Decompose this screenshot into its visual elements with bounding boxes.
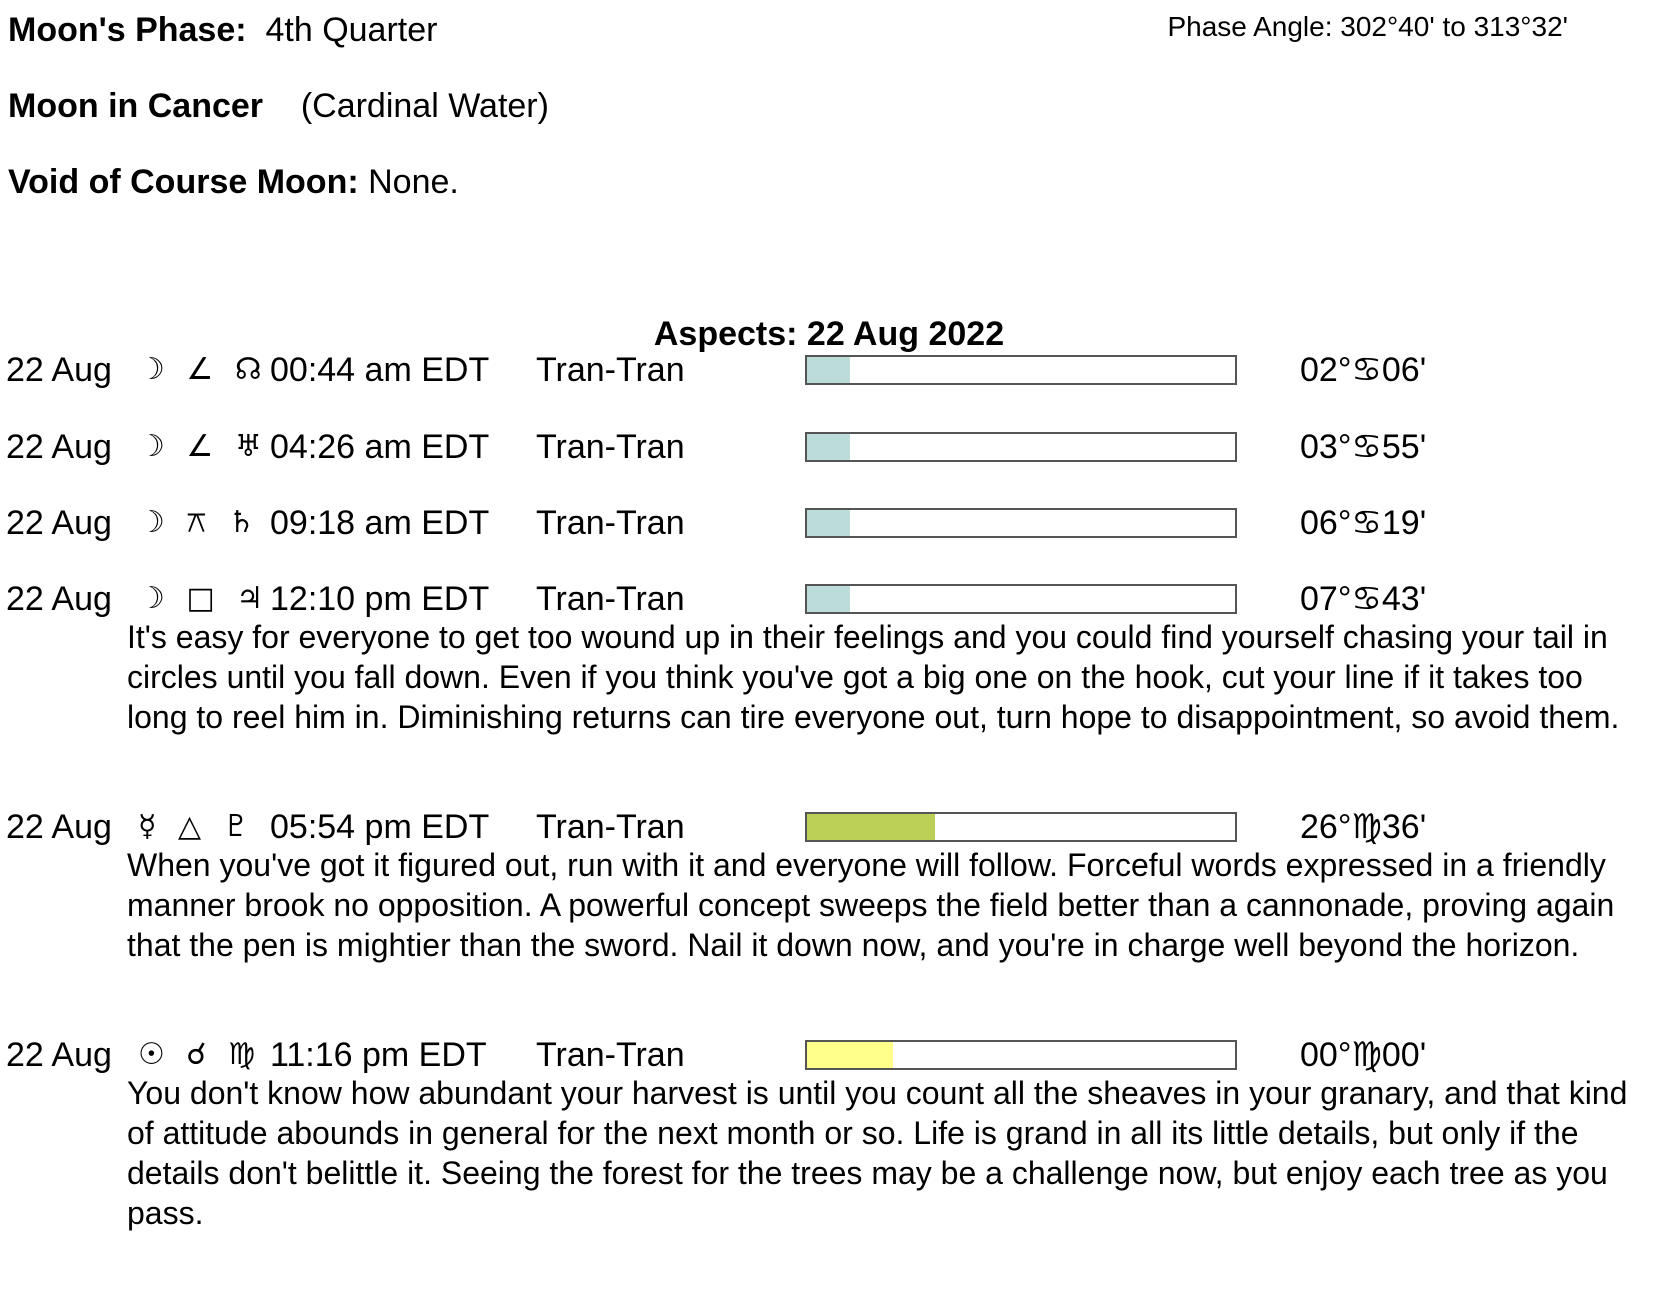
moon-phase-label: Moon's Phase: <box>8 11 247 49</box>
aspect-description: It's easy for everyone to get too wound up in their feelings and you could find yourself chasing your tail in circles until you fall down. Even if you think you've got a big one on the hook, cut your line if it takes too long to reel him in. Diminishing returns can tire everyone out, turn hope to disappointment, so avoid them. <box>127 619 1620 735</box>
aspect-description: You don't know how abundant your harvest is until you count all the sheaves in your granary, and that kind of attitude abounds in general for the next month or so. Life is grand in all its little details, but only if the details don't belittle it. Seeing the forest for the trees may be a challenge now, but enjoy each tree as you pass. <box>127 1075 1628 1231</box>
aspect-date: 22 Aug <box>6 808 112 846</box>
strength-bar <box>805 584 1237 614</box>
aspect-date: 22 Aug <box>6 1036 112 1074</box>
strength-bar-fill <box>807 586 850 612</box>
strength-bar-fill <box>807 357 850 383</box>
void-of-course-label: Void of Course Moon: <box>8 163 359 201</box>
strength-bar <box>805 355 1237 385</box>
moon-sign-label: Moon in Cancer <box>8 87 264 125</box>
aspect-kind: Tran-Tran <box>536 580 685 618</box>
aspect-position: 02°♋06' <box>1300 351 1427 389</box>
strength-bar-fill <box>807 1042 893 1068</box>
aspect-kind: Tran-Tran <box>536 504 685 542</box>
aspect-position: 03°♋55' <box>1300 428 1427 466</box>
aspect-glyphs-icon: ☿ △ ♇ <box>138 809 256 844</box>
aspect-kind: Tran-Tran <box>536 428 685 466</box>
moon-sign-line <box>8 86 549 126</box>
aspect-time: 09:18 am EDT <box>270 504 490 542</box>
aspect-glyphs-icon: ☽ ∠ ☊ <box>138 352 268 387</box>
aspect-position: 06°♋19' <box>1300 504 1427 542</box>
moon-phase-value: 4th Quarter <box>265 11 438 49</box>
aspect-date: 22 Aug <box>6 351 112 389</box>
strength-bar-fill <box>807 510 850 536</box>
aspect-position: 26°♍36' <box>1300 808 1427 846</box>
aspect-glyphs-icon: ☽ □ ♃ <box>138 581 270 616</box>
aspect-time: 04:26 am EDT <box>270 428 490 466</box>
void-of-course-line <box>8 162 459 202</box>
aspect-kind: Tran-Tran <box>536 351 685 389</box>
strength-bar <box>805 1040 1237 1070</box>
aspect-kind: Tran-Tran <box>536 808 685 846</box>
aspect-time: 05:54 pm EDT <box>270 808 490 846</box>
strength-bar-fill <box>807 814 935 840</box>
strength-bar-fill <box>807 434 850 460</box>
moon-sign-value: (Cardinal Water) <box>300 87 549 125</box>
aspect-time: 12:10 pm EDT <box>270 580 490 618</box>
aspect-glyphs-icon: ☽ ⚻ ♄ <box>138 505 261 540</box>
void-of-course-value: None. <box>368 163 459 201</box>
aspect-date: 22 Aug <box>6 580 112 618</box>
aspect-glyphs-icon: ☉ ☌ ♍ <box>138 1037 262 1072</box>
strength-bar <box>805 508 1237 538</box>
aspect-position: 00°♍00' <box>1300 1036 1427 1074</box>
moon-phase-line <box>8 10 437 50</box>
aspect-description: When you've got it figured out, run with it and everyone will follow. Forceful words expressed in a friendly manner brook no opposition. A powerful concept sweeps the field better than a cannonade, proving again that the pen is mightier than the sword. Nail it down now, and you're in charge well beyond the horizon. <box>127 847 1615 963</box>
strength-bar <box>805 432 1237 462</box>
aspect-date: 22 Aug <box>6 504 112 542</box>
aspect-time: 11:16 pm EDT <box>270 1036 487 1074</box>
aspect-kind: Tran-Tran <box>536 1036 685 1074</box>
aspects-title: Aspects: 22 Aug 2022 <box>653 315 1005 353</box>
aspect-glyphs-icon: ☽ ∠ ♅ <box>138 429 268 464</box>
strength-bar <box>805 812 1237 842</box>
phase-angle: Phase Angle: 302°40' to 313°32' <box>1167 11 1568 42</box>
aspect-date: 22 Aug <box>6 428 112 466</box>
aspect-time: 00:44 am EDT <box>270 351 490 389</box>
aspect-position: 07°♋43' <box>1300 580 1427 618</box>
